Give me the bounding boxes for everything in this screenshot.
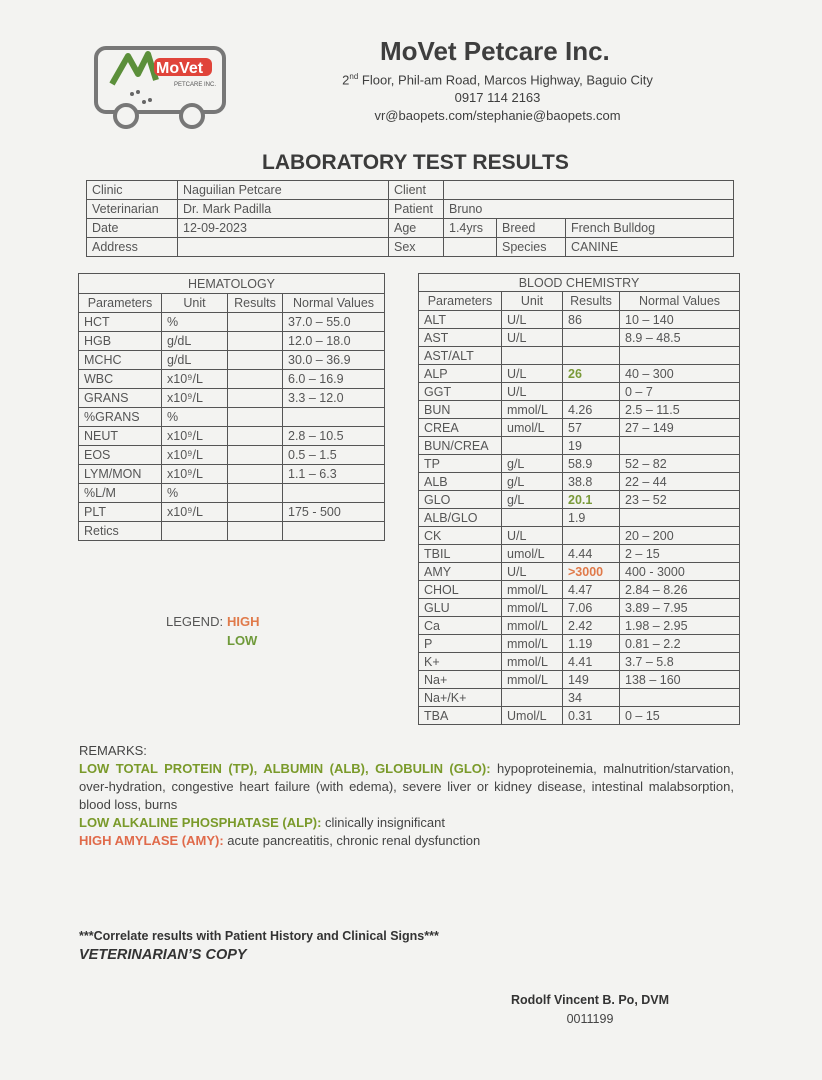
chem-row	[419, 653, 740, 671]
chem-unit-cell	[502, 437, 563, 455]
chem-header-parameters: Parameters	[419, 292, 502, 311]
chem-unit-cell: mmol/L	[502, 653, 563, 671]
breed-value: French Bulldog	[566, 219, 734, 238]
chem-unit-cell: umol/L	[502, 545, 563, 563]
hema-param-cell: MCHC	[79, 351, 162, 370]
chem-header-normal: Normal Values	[620, 292, 740, 311]
hema-normal-cell: 12.0 – 18.0	[283, 332, 385, 351]
correlate-note: ***Correlate results with Patient History and Clinical Signs***	[79, 929, 439, 943]
chem-unit-cell: mmol/L	[502, 635, 563, 653]
hematology-title: HEMATOLOGY	[79, 274, 385, 294]
hema-unit-cell: x10⁹/L	[162, 389, 228, 408]
address-value	[178, 238, 389, 257]
chem-result-cell: 4.41	[563, 653, 620, 671]
chem-param-cell: AST	[419, 329, 502, 347]
chem-normal-cell: 3.89 – 7.95	[620, 599, 740, 617]
hema-normal-cell: 37.0 – 55.0	[283, 313, 385, 332]
hema-unit-cell: x10⁹/L	[162, 465, 228, 484]
chem-row	[419, 671, 740, 689]
hema-result-cell	[228, 522, 283, 541]
chem-result-cell: 1.9	[563, 509, 620, 527]
chem-normal-cell: 0.81 – 2.2	[620, 635, 740, 653]
chem-normal-cell	[620, 347, 740, 365]
hema-row	[79, 351, 385, 370]
chem-normal-cell: 2.84 – 8.26	[620, 581, 740, 599]
chem-result-cell: 34	[563, 689, 620, 707]
hema-param-cell: LYM/MON	[79, 465, 162, 484]
chem-result-cell	[563, 383, 620, 401]
chem-result-cell: 7.06	[563, 599, 620, 617]
chem-unit-cell: U/L	[502, 527, 563, 545]
clinic-value: Naguilian Petcare	[178, 181, 389, 200]
chem-normal-cell: 52 – 82	[620, 455, 740, 473]
age-value: 1.4yrs	[444, 219, 497, 238]
chem-param-cell: ALB/GLO	[419, 509, 502, 527]
species-label: Species	[497, 238, 566, 257]
chem-row	[419, 509, 740, 527]
hema-row	[79, 522, 385, 541]
chem-param-cell: TBA	[419, 707, 502, 725]
chem-param-cell: TP	[419, 455, 502, 473]
chem-result-cell: 20.1	[563, 491, 620, 509]
hema-result-cell	[228, 503, 283, 522]
chem-unit-cell: mmol/L	[502, 401, 563, 419]
client-label: Client	[389, 181, 444, 200]
hema-result-cell	[228, 370, 283, 389]
hema-unit-cell	[162, 522, 228, 541]
chem-normal-cell	[620, 437, 740, 455]
hema-unit-cell: x10⁹/L	[162, 427, 228, 446]
hema-row	[79, 484, 385, 503]
hema-result-cell	[228, 332, 283, 351]
chemistry-title: BLOOD CHEMISTRY	[419, 274, 740, 292]
chem-header-unit: Unit	[502, 292, 563, 311]
hema-result-cell	[228, 408, 283, 427]
breed-label: Breed	[497, 219, 566, 238]
chem-normal-cell: 0 – 15	[620, 707, 740, 725]
chem-row	[419, 545, 740, 563]
chem-result-cell: >3000	[563, 563, 620, 581]
chem-result-cell: 57	[563, 419, 620, 437]
chem-unit-cell: umol/L	[502, 419, 563, 437]
chem-unit-cell: g/L	[502, 455, 563, 473]
chem-row	[419, 689, 740, 707]
hema-result-cell	[228, 446, 283, 465]
chem-result-cell: 1.19	[563, 635, 620, 653]
chem-result-cell	[563, 347, 620, 365]
hema-unit-cell: g/dL	[162, 351, 228, 370]
client-value	[444, 181, 734, 200]
remark-low-protein: LOW TOTAL PROTEIN (TP), ALBUMIN (ALB), GLOBULIN (GLO): hypoproteinemia, malnutrition/starvation, over-hydration, congestive heart failure (with edema), severe liver or kidney disease, intestinal malabsorption, blood loss, burns	[79, 761, 734, 812]
chem-row	[419, 527, 740, 545]
chem-row	[419, 473, 740, 491]
hema-param-cell: Retics	[79, 522, 162, 541]
hema-param-cell: %GRANS	[79, 408, 162, 427]
hema-result-cell	[228, 351, 283, 370]
legend-label: LEGEND:	[166, 614, 224, 629]
species-value: CANINE	[566, 238, 734, 257]
chem-row	[419, 401, 740, 419]
chem-unit-cell: mmol/L	[502, 617, 563, 635]
chem-unit-cell: U/L	[502, 329, 563, 347]
chem-result-cell: 19	[563, 437, 620, 455]
chem-result-cell: 58.9	[563, 455, 620, 473]
vet-value: Dr. Mark Padilla	[178, 200, 389, 219]
chem-param-cell: CK	[419, 527, 502, 545]
hema-row	[79, 446, 385, 465]
remark-high-amylase: HIGH AMYLASE (AMY): acute pancreatitis, chronic renal dysfunction	[79, 833, 481, 848]
blood-chemistry-table	[418, 273, 740, 725]
hema-row	[79, 313, 385, 332]
chem-unit-cell: g/L	[502, 491, 563, 509]
hema-unit-cell: x10⁹/L	[162, 446, 228, 465]
hema-result-cell	[228, 427, 283, 446]
remark-low-alp: LOW ALKALINE PHOSPHATASE (ALP): clinically insignificant	[79, 815, 445, 830]
hema-header-unit: Unit	[162, 294, 228, 313]
svg-text:MoVet: MoVet	[156, 60, 204, 77]
hema-normal-cell	[283, 522, 385, 541]
chem-unit-cell: mmol/L	[502, 599, 563, 617]
chem-normal-cell	[620, 509, 740, 527]
address-label: Address	[87, 238, 178, 257]
copy-label: VETERINARIAN’S COPY	[79, 947, 247, 963]
chem-param-cell: AMY	[419, 563, 502, 581]
chem-param-cell: K+	[419, 653, 502, 671]
hema-header-normal: Normal Values	[283, 294, 385, 313]
chem-param-cell: Na+	[419, 671, 502, 689]
chem-param-cell: GGT	[419, 383, 502, 401]
chem-param-cell: GLU	[419, 599, 502, 617]
company-address: 2nd Floor, Phil-am Road, Marcos Highway, Baguio City	[342, 72, 653, 88]
hema-unit-cell: x10⁹/L	[162, 503, 228, 522]
chem-param-cell: Ca	[419, 617, 502, 635]
chem-normal-cell: 3.7 – 5.8	[620, 653, 740, 671]
chem-unit-cell: U/L	[502, 365, 563, 383]
hematology-table	[78, 273, 385, 541]
chem-param-cell: GLO	[419, 491, 502, 509]
chem-unit-cell: U/L	[502, 563, 563, 581]
chem-result-cell: 0.31	[563, 707, 620, 725]
chem-param-cell: TBIL	[419, 545, 502, 563]
chem-param-cell: AST/ALT	[419, 347, 502, 365]
chem-row	[419, 599, 740, 617]
hema-normal-cell: 1.1 – 6.3	[283, 465, 385, 484]
hema-normal-cell: 0.5 – 1.5	[283, 446, 385, 465]
chem-normal-cell: 400 - 3000	[620, 563, 740, 581]
hema-normal-cell: 3.3 – 12.0	[283, 389, 385, 408]
chem-normal-cell: 27 – 149	[620, 419, 740, 437]
patient-value: Bruno	[444, 200, 734, 219]
chem-row	[419, 437, 740, 455]
document-title: LABORATORY TEST RESULTS	[262, 151, 569, 174]
chem-unit-cell	[502, 509, 563, 527]
sex-label: Sex	[389, 238, 444, 257]
date-label: Date	[87, 219, 178, 238]
chem-normal-cell: 138 – 160	[620, 671, 740, 689]
hema-row	[79, 389, 385, 408]
chem-result-cell: 2.42	[563, 617, 620, 635]
hema-row	[79, 332, 385, 351]
chem-row	[419, 617, 740, 635]
chem-normal-cell: 23 – 52	[620, 491, 740, 509]
hema-header-results: Results	[228, 294, 283, 313]
chem-header-results: Results	[563, 292, 620, 311]
hema-row	[79, 503, 385, 522]
chem-row	[419, 581, 740, 599]
legend-low: LOW	[227, 633, 258, 648]
hema-unit-cell: %	[162, 484, 228, 503]
hema-normal-cell	[283, 408, 385, 427]
remarks-section	[79, 742, 734, 850]
hema-result-cell	[228, 484, 283, 503]
hema-normal-cell: 175 - 500	[283, 503, 385, 522]
chem-result-cell: 38.8	[563, 473, 620, 491]
chem-row	[419, 491, 740, 509]
company-name: MoVet Petcare Inc.	[380, 36, 610, 66]
chem-param-cell: BUN/CREA	[419, 437, 502, 455]
hema-result-cell	[228, 465, 283, 484]
hema-normal-cell: 30.0 – 36.9	[283, 351, 385, 370]
hema-param-cell: HGB	[79, 332, 162, 351]
hema-unit-cell: %	[162, 408, 228, 427]
chem-unit-cell: Umol/L	[502, 707, 563, 725]
hema-result-cell	[228, 313, 283, 332]
chem-row	[419, 563, 740, 581]
chem-normal-cell: 2.5 – 11.5	[620, 401, 740, 419]
hema-normal-cell	[283, 484, 385, 503]
chem-normal-cell: 1.98 – 2.95	[620, 617, 740, 635]
hema-param-cell: WBC	[79, 370, 162, 389]
chem-row	[419, 365, 740, 383]
company-emails: vr@baopets.com/stephanie@baopets.com	[374, 108, 621, 123]
chem-row	[419, 635, 740, 653]
company-phone: 0917 114 2163	[454, 90, 541, 105]
hema-unit-cell: %	[162, 313, 228, 332]
chem-normal-cell: 20 – 200	[620, 527, 740, 545]
chem-result-cell: 4.26	[563, 401, 620, 419]
chem-row	[419, 329, 740, 347]
patient-info-table	[86, 180, 734, 257]
hema-param-cell: EOS	[79, 446, 162, 465]
hema-unit-cell: x10⁹/L	[162, 370, 228, 389]
company-logo	[92, 44, 232, 134]
vet-label: Veterinarian	[87, 200, 178, 219]
chem-unit-cell	[502, 689, 563, 707]
chem-result-cell: 26	[563, 365, 620, 383]
chem-normal-cell: 22 – 44	[620, 473, 740, 491]
patient-label: Patient	[389, 200, 444, 219]
chem-unit-cell: mmol/L	[502, 581, 563, 599]
hema-row	[79, 465, 385, 484]
svg-text:PETCARE INC.: PETCARE INC.	[174, 82, 217, 88]
hema-normal-cell: 6.0 – 16.9	[283, 370, 385, 389]
chem-normal-cell	[620, 689, 740, 707]
hema-param-cell: HCT	[79, 313, 162, 332]
chem-row	[419, 383, 740, 401]
chem-unit-cell: mmol/L	[502, 671, 563, 689]
sex-value	[444, 238, 497, 257]
chem-param-cell: Na+/K+	[419, 689, 502, 707]
signing-vet-name: Rodolf Vincent B. Po, DVM	[510, 993, 670, 1007]
chem-unit-cell: g/L	[502, 473, 563, 491]
chem-result-cell: 4.44	[563, 545, 620, 563]
chem-param-cell: CHOL	[419, 581, 502, 599]
chem-row	[419, 311, 740, 329]
chem-row	[419, 419, 740, 437]
hema-row	[79, 408, 385, 427]
hema-param-cell: PLT	[79, 503, 162, 522]
chem-param-cell: ALB	[419, 473, 502, 491]
hema-normal-cell: 2.8 – 10.5	[283, 427, 385, 446]
hema-result-cell	[228, 389, 283, 408]
date-value: 12-09-2023	[178, 219, 389, 238]
hema-row	[79, 427, 385, 446]
legend-high: HIGH	[227, 614, 260, 629]
chem-result-cell: 4.47	[563, 581, 620, 599]
chem-normal-cell: 0 – 7	[620, 383, 740, 401]
chem-row	[419, 347, 740, 365]
chem-normal-cell: 40 – 300	[620, 365, 740, 383]
chem-param-cell: ALP	[419, 365, 502, 383]
chem-normal-cell: 2 – 15	[620, 545, 740, 563]
clinic-label: Clinic	[87, 181, 178, 200]
chem-result-cell: 86	[563, 311, 620, 329]
age-label: Age	[389, 219, 444, 238]
chem-result-cell	[563, 329, 620, 347]
chem-normal-cell: 10 – 140	[620, 311, 740, 329]
chem-param-cell: CREA	[419, 419, 502, 437]
chem-param-cell: ALT	[419, 311, 502, 329]
hema-unit-cell: g/dL	[162, 332, 228, 351]
chem-unit-cell: U/L	[502, 311, 563, 329]
hema-param-cell: NEUT	[79, 427, 162, 446]
chem-result-cell	[563, 527, 620, 545]
chem-param-cell: P	[419, 635, 502, 653]
chem-row	[419, 707, 740, 725]
hema-row	[79, 370, 385, 389]
hema-header-parameters: Parameters	[79, 294, 162, 313]
chem-normal-cell: 8.9 – 48.5	[620, 329, 740, 347]
remarks-heading: REMARKS:	[79, 743, 147, 758]
vet-license-number: 0011199	[566, 1012, 614, 1026]
hema-param-cell: %L/M	[79, 484, 162, 503]
chem-row	[419, 455, 740, 473]
chem-param-cell: BUN	[419, 401, 502, 419]
hema-param-cell: GRANS	[79, 389, 162, 408]
chem-result-cell: 149	[563, 671, 620, 689]
chem-unit-cell: U/L	[502, 383, 563, 401]
chem-unit-cell	[502, 347, 563, 365]
